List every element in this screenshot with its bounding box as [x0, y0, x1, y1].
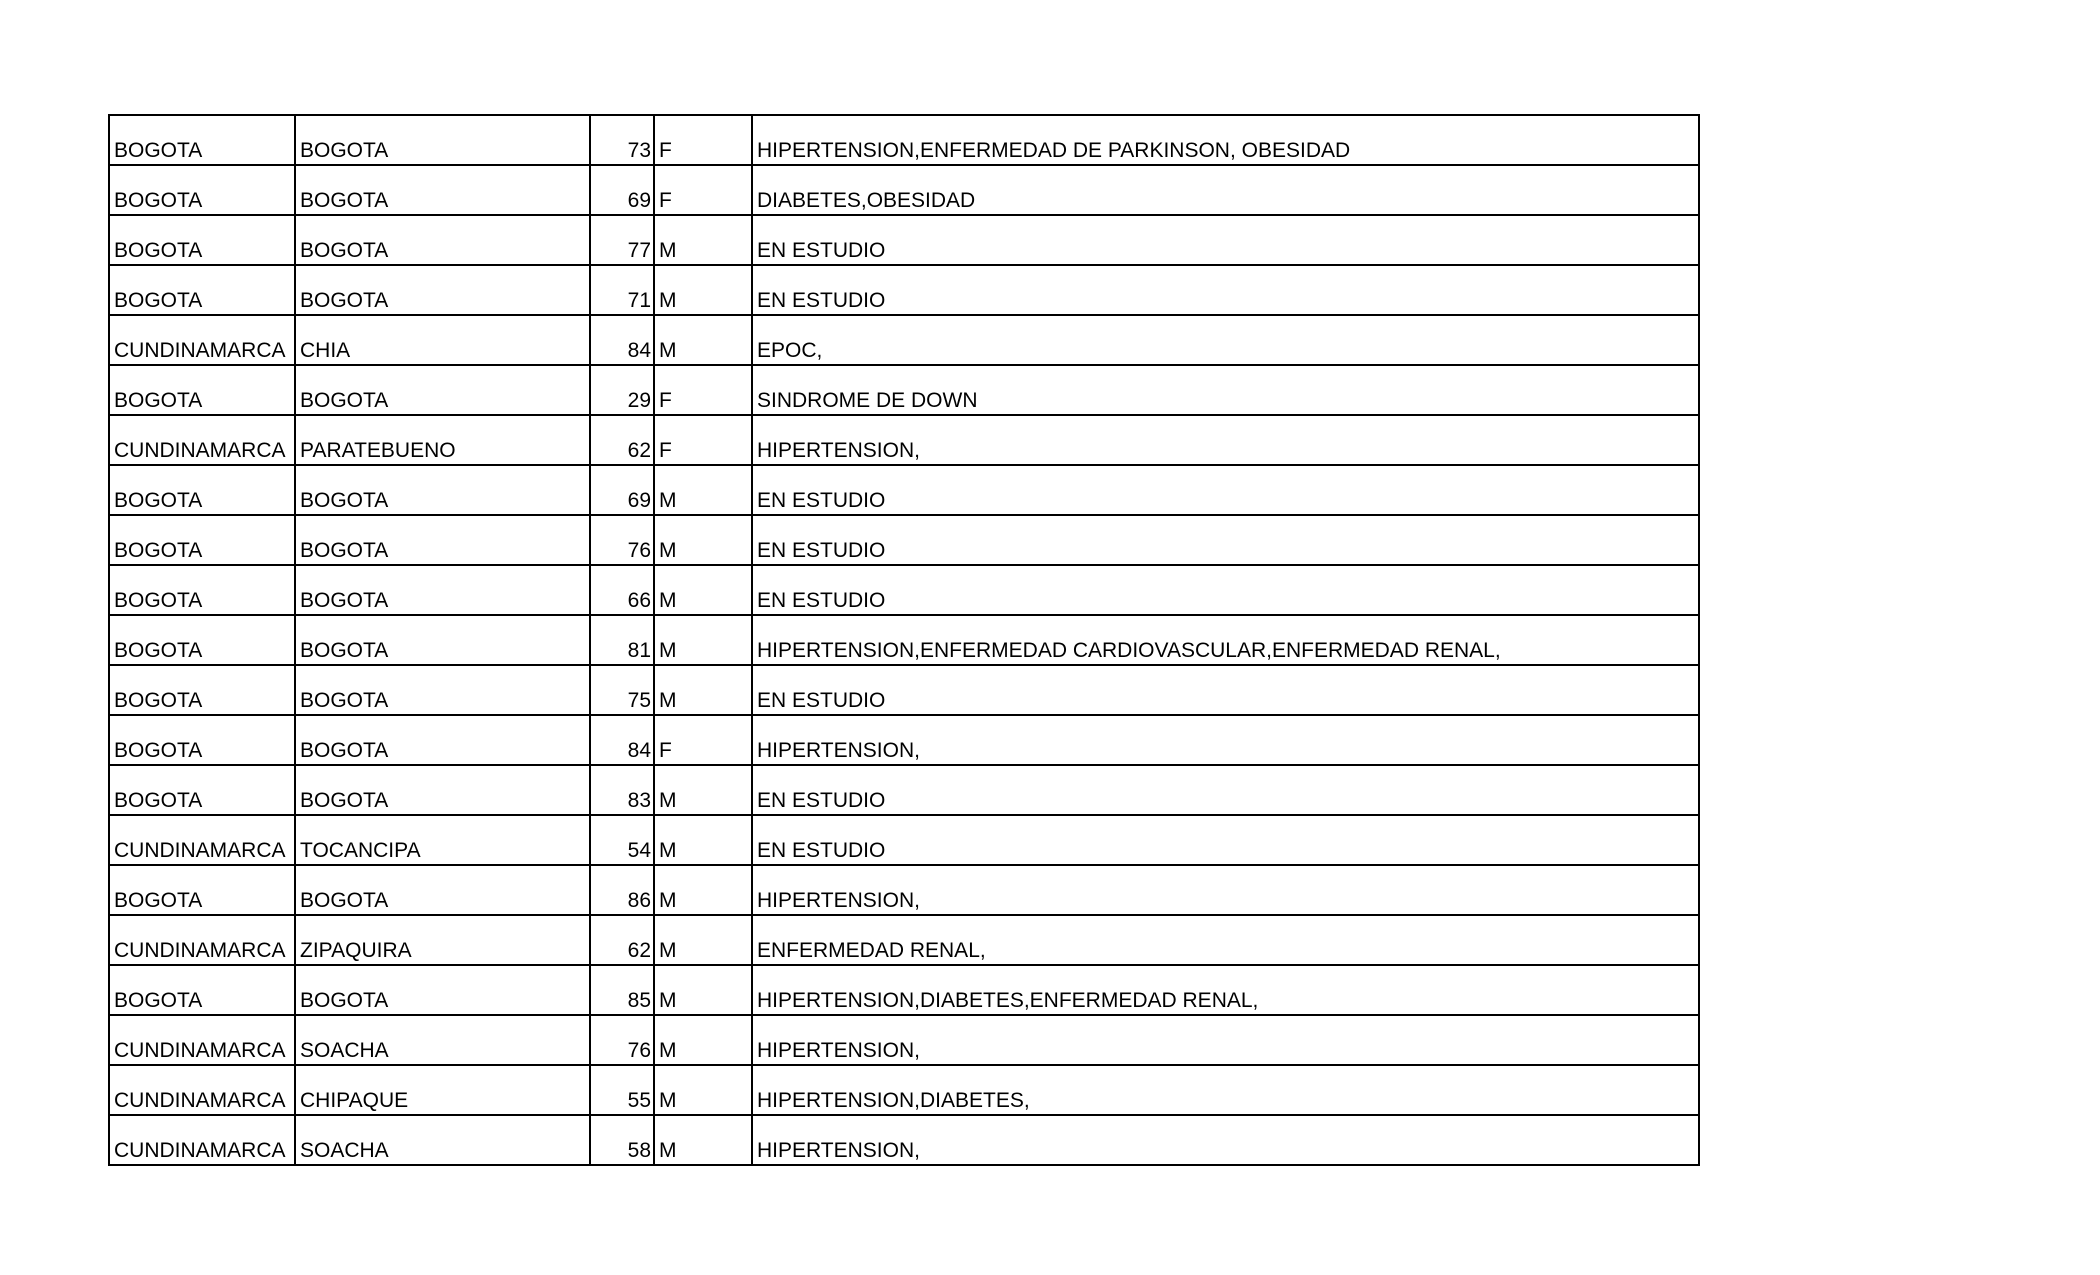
cell-departamento: BOGOTA — [109, 265, 295, 315]
table-row — [109, 565, 1699, 615]
cell-comorbilidad: ENFERMEDAD RENAL, — [752, 915, 1699, 965]
cell-departamento: BOGOTA — [109, 115, 295, 165]
cell-comorbilidad: HIPERTENSION,DIABETES,ENFERMEDAD RENAL, — [752, 965, 1699, 1015]
cell-municipio: TOCANCIPA — [295, 815, 590, 865]
table-row — [109, 865, 1699, 915]
cell-sexo: F — [654, 165, 752, 215]
table-row — [109, 765, 1699, 815]
cell-sexo: F — [654, 715, 752, 765]
cell-sexo: M — [654, 965, 752, 1015]
cell-departamento: BOGOTA — [109, 215, 295, 265]
cell-departamento: BOGOTA — [109, 715, 295, 765]
table-row — [109, 115, 1699, 165]
cell-comorbilidad: HIPERTENSION,ENFERMEDAD CARDIOVASCULAR,ENFERMEDAD RENAL, — [752, 615, 1699, 665]
cell-edad: 83 — [590, 765, 654, 815]
cell-municipio: SOACHA — [295, 1015, 590, 1065]
table-row — [109, 965, 1699, 1015]
table-row — [109, 515, 1699, 565]
cell-comorbilidad: HIPERTENSION, — [752, 1015, 1699, 1065]
cell-sexo: M — [654, 665, 752, 715]
table-row — [109, 1115, 1699, 1165]
cell-sexo: M — [654, 265, 752, 315]
cell-edad: 73 — [590, 115, 654, 165]
cell-comorbilidad: EN ESTUDIO — [752, 765, 1699, 815]
cell-departamento: BOGOTA — [109, 615, 295, 665]
cell-sexo: M — [654, 1065, 752, 1115]
cell-edad: 54 — [590, 815, 654, 865]
cell-comorbilidad: EPOC, — [752, 315, 1699, 365]
cell-municipio: BOGOTA — [295, 665, 590, 715]
cell-edad: 76 — [590, 1015, 654, 1065]
table-row — [109, 315, 1699, 365]
cell-departamento: BOGOTA — [109, 765, 295, 815]
table-row — [109, 665, 1699, 715]
cell-sexo: F — [654, 415, 752, 465]
table-row — [109, 615, 1699, 665]
cell-municipio: BOGOTA — [295, 215, 590, 265]
cell-municipio: BOGOTA — [295, 115, 590, 165]
cell-municipio: BOGOTA — [295, 965, 590, 1015]
cell-sexo: M — [654, 915, 752, 965]
cell-edad: 81 — [590, 615, 654, 665]
cell-departamento: CUNDINAMARCA — [109, 315, 295, 365]
cell-edad: 84 — [590, 715, 654, 765]
table-row — [109, 1015, 1699, 1065]
cell-municipio: BOGOTA — [295, 365, 590, 415]
cell-departamento: CUNDINAMARCA — [109, 1115, 295, 1165]
cell-edad: 76 — [590, 515, 654, 565]
cell-sexo: M — [654, 765, 752, 815]
table-row — [109, 365, 1699, 415]
cell-sexo: F — [654, 365, 752, 415]
cell-departamento: BOGOTA — [109, 565, 295, 615]
cell-sexo: M — [654, 315, 752, 365]
cell-municipio: BOGOTA — [295, 515, 590, 565]
cell-departamento: BOGOTA — [109, 465, 295, 515]
table-row — [109, 415, 1699, 465]
cell-municipio: ZIPAQUIRA — [295, 915, 590, 965]
cell-departamento: CUNDINAMARCA — [109, 1015, 295, 1065]
cell-municipio: BOGOTA — [295, 715, 590, 765]
cell-comorbilidad: EN ESTUDIO — [752, 565, 1699, 615]
cell-sexo: F — [654, 115, 752, 165]
table-row — [109, 715, 1699, 765]
cell-departamento: BOGOTA — [109, 365, 295, 415]
cell-sexo: M — [654, 1115, 752, 1165]
table-body — [109, 115, 1699, 1165]
cell-departamento: BOGOTA — [109, 865, 295, 915]
cell-edad: 69 — [590, 165, 654, 215]
cell-municipio: BOGOTA — [295, 565, 590, 615]
cell-edad: 29 — [590, 365, 654, 415]
cell-edad: 86 — [590, 865, 654, 915]
cell-edad: 77 — [590, 215, 654, 265]
cell-comorbilidad: EN ESTUDIO — [752, 515, 1699, 565]
cell-edad: 58 — [590, 1115, 654, 1165]
cell-municipio: BOGOTA — [295, 765, 590, 815]
cell-comorbilidad: EN ESTUDIO — [752, 815, 1699, 865]
cell-sexo: M — [654, 1015, 752, 1065]
cell-comorbilidad: HIPERTENSION,DIABETES, — [752, 1065, 1699, 1115]
table-row — [109, 815, 1699, 865]
cell-edad: 75 — [590, 665, 654, 715]
cell-municipio: BOGOTA — [295, 265, 590, 315]
cell-edad: 55 — [590, 1065, 654, 1115]
cell-municipio: CHIPAQUE — [295, 1065, 590, 1115]
cell-departamento: BOGOTA — [109, 515, 295, 565]
cell-departamento: BOGOTA — [109, 665, 295, 715]
cell-municipio: CHIA — [295, 315, 590, 365]
cell-departamento: CUNDINAMARCA — [109, 1065, 295, 1115]
cell-comorbilidad: HIPERTENSION, — [752, 865, 1699, 915]
cell-edad: 84 — [590, 315, 654, 365]
table-row — [109, 1065, 1699, 1115]
cell-municipio: BOGOTA — [295, 165, 590, 215]
cell-edad: 85 — [590, 965, 654, 1015]
cell-departamento: CUNDINAMARCA — [109, 815, 295, 865]
cell-edad: 62 — [590, 915, 654, 965]
cell-sexo: M — [654, 615, 752, 665]
cell-municipio: BOGOTA — [295, 865, 590, 915]
cell-municipio: PARATEBUENO — [295, 415, 590, 465]
cell-comorbilidad: SINDROME DE DOWN — [752, 365, 1699, 415]
cell-edad: 62 — [590, 415, 654, 465]
cell-sexo: M — [654, 815, 752, 865]
table-row — [109, 915, 1699, 965]
cell-comorbilidad: EN ESTUDIO — [752, 265, 1699, 315]
cell-edad: 69 — [590, 465, 654, 515]
cell-municipio: SOACHA — [295, 1115, 590, 1165]
cell-edad: 71 — [590, 265, 654, 315]
cell-sexo: M — [654, 215, 752, 265]
cell-comorbilidad: DIABETES,OBESIDAD — [752, 165, 1699, 215]
cell-departamento: CUNDINAMARCA — [109, 415, 295, 465]
cell-municipio: BOGOTA — [295, 465, 590, 515]
cell-sexo: M — [654, 565, 752, 615]
cell-sexo: M — [654, 465, 752, 515]
cell-departamento: BOGOTA — [109, 165, 295, 215]
cell-municipio: BOGOTA — [295, 615, 590, 665]
data-table — [108, 114, 1700, 1166]
cell-comorbilidad: EN ESTUDIO — [752, 665, 1699, 715]
cell-comorbilidad: HIPERTENSION, — [752, 1115, 1699, 1165]
table-row — [109, 215, 1699, 265]
cell-departamento: BOGOTA — [109, 965, 295, 1015]
table-row — [109, 465, 1699, 515]
cell-comorbilidad: EN ESTUDIO — [752, 465, 1699, 515]
cell-comorbilidad: EN ESTUDIO — [752, 215, 1699, 265]
table-row — [109, 165, 1699, 215]
cell-departamento: CUNDINAMARCA — [109, 915, 295, 965]
cell-edad: 66 — [590, 565, 654, 615]
cell-comorbilidad: HIPERTENSION,ENFERMEDAD DE PARKINSON, OBESIDAD — [752, 115, 1699, 165]
cell-sexo: M — [654, 865, 752, 915]
cell-sexo: M — [654, 515, 752, 565]
cell-comorbilidad: HIPERTENSION, — [752, 415, 1699, 465]
cell-comorbilidad: HIPERTENSION, — [752, 715, 1699, 765]
table-row — [109, 265, 1699, 315]
